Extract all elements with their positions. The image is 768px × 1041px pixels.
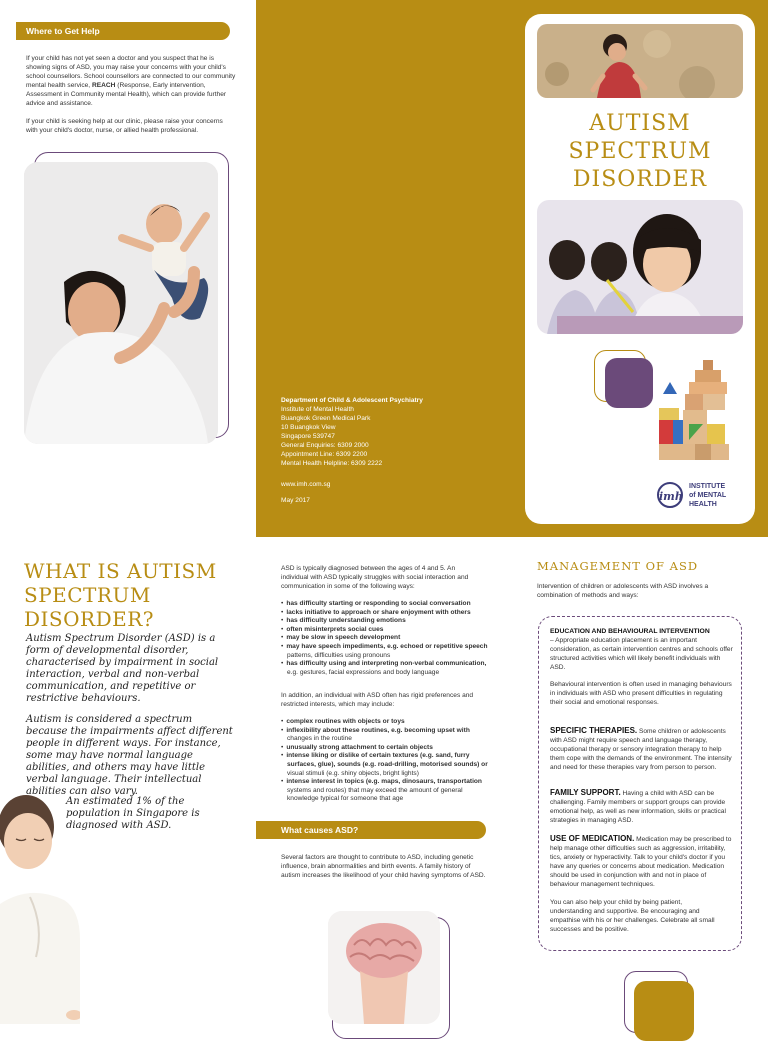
boy-meditating-photo	[0, 787, 80, 1024]
contact-line: Appointment Line: 6309 2200	[281, 451, 368, 458]
what-para-3: An estimated 1% of the population in Singapore is diagnosed with ASD.	[66, 796, 200, 831]
what-para-2: Autism is considered a spectrum because the impairments affect different people in different ways. For instance, some may have normal language abilities, and others may have little verbal language. Their intellectual abilities can also vary.	[26, 714, 233, 797]
diag-intro: ASD is typically diagnosed between the ages of 4 and 5. An individual with ASD typically struggles with social interaction and communication in some of the following ways:	[281, 565, 469, 590]
cover-title-line: AUTISM	[589, 111, 691, 136]
imh-logo	[655, 480, 755, 514]
mgmt-medication	[550, 834, 734, 889]
mgmt-title: MANAGEMENT OF ASD	[537, 559, 699, 573]
causes-bar	[256, 821, 486, 839]
contact-line: 10 Buangkok View	[281, 424, 336, 431]
edu-text: – Appropriate education placement is an important consideration, as certain intervention centres and schools offer structured activities which will likely benefit individuals with ASD.	[550, 637, 733, 671]
spec-head: SPECIFIC THERAPIES.	[550, 726, 638, 735]
diag-item: • has difficulty starting or responding to social conversation	[281, 600, 491, 609]
causes-bar-label: What causes ASD?	[281, 825, 359, 835]
diag-item: • has difficulty using and interpreting non-verbal communication, e.g. gestures, facial expressions and body language	[281, 660, 491, 677]
imh-logo-mark: imh	[657, 482, 683, 508]
diag-item: • has difficulty understanding emotions	[281, 617, 491, 626]
contact-line: General Enquiries: 6309 2000	[281, 442, 369, 449]
contact-date: May 2017	[281, 497, 310, 504]
help-paragraph-2: If your child is seeking help at our clinic, please raise your concerns with your child's doctor, nurse, or allied health professional.	[26, 118, 223, 134]
toy-blocks-photo	[659, 358, 739, 470]
what-title-line: WHAT IS AUTISM	[24, 559, 217, 583]
med-text: Medication may be prescribed to help manage other difficulties such as aggression, irritability, tics, anxiety or hyperactivity. Talk to your child's doctor if you have any queries or concerns about medication. Medication should be used in conjunction with and not in place of behaviour management techniques.	[550, 836, 732, 888]
imh-logo-text	[689, 482, 726, 509]
fam-text: Having a child with ASD can be challenging. Family members or support groups can provide emotional help, as well as new information, skills or practical strategies in managing ASD.	[550, 790, 726, 824]
help-bar-label: Where to Get Help	[26, 26, 100, 36]
purple-square	[605, 358, 653, 408]
mgmt-education	[550, 627, 734, 707]
help-panel	[0, 0, 256, 512]
fam-head: FAMILY SUPPORT.	[550, 788, 621, 797]
mgmt-family	[550, 788, 734, 825]
cover-title-line: DISORDER	[572, 167, 708, 192]
help-paragraph-1	[26, 54, 236, 108]
contact-line: Institute of Mental Health	[281, 406, 354, 413]
imh-logo-line: INSTITUTE	[689, 483, 726, 490]
cover-title-line: SPECTRUM	[568, 139, 712, 164]
contact-line: Buangkok Green Medical Park	[281, 415, 371, 422]
diag-item: • complex routines with objects or toys	[281, 718, 491, 727]
cover-title	[525, 110, 755, 194]
diag-item: • may have speech impediments, e.g. echoed or repetitive speech patterns, difficulties using pronouns	[281, 643, 491, 660]
what-title	[24, 559, 217, 631]
diag-item: • often misinterprets social cues	[281, 626, 491, 635]
diag-item: • intense interest in topics (e.g. maps, dinosaurs, transportation systems and routes) that may exceed the amount of general knowledge typical for someone that age	[281, 778, 491, 804]
contact-website[interactable]: www.imh.com.sg	[281, 481, 331, 488]
contact-lines	[281, 405, 481, 468]
mgmt-intro: Intervention of children or adolescents with ASD involves a combination of methods and ways:	[537, 583, 709, 599]
sandpit-photo	[537, 24, 743, 98]
imh-logo-line: of MENTAL	[689, 492, 727, 499]
contact-block	[281, 396, 481, 504]
bottom-gold-square	[634, 981, 694, 1041]
what-title-line: DISORDER?	[24, 607, 155, 631]
what-panel	[0, 537, 256, 1024]
mgmt-therapies	[550, 726, 734, 772]
contact-line: Singapore 539747	[281, 433, 335, 440]
beh-text: Behavioural intervention is often used in managing behaviours in individuals with ASD who present difficulties in regulating their social and emotional responses.	[550, 681, 732, 706]
management-panel	[512, 537, 768, 1024]
diag-list-2	[281, 718, 491, 804]
causes-text: Several factors are thought to contribute to ASD, including genetic influence, brain abnormalities and birth events. A family history of autism increases the likelihood of your child having symptoms of ASD.	[281, 854, 486, 879]
cover-card	[525, 14, 755, 524]
diag-list-1	[281, 600, 491, 677]
diag-item: • unusually strong attachment to certain objects	[281, 744, 491, 753]
diag-item: • may be slow in speech development	[281, 634, 491, 643]
mgmt-closing: You can also help your child by being patient, understanding and supportive. Be encouraging and empathise with his or her challenges. Celebrate all small successes and be positive.	[550, 899, 715, 933]
help-para1-text: If your child has not yet seen a doctor and you suspect that he is showing signs of ASD, you may raise your concerns with your child's school counsellors. School counsellors are connected to our community mental health service,	[26, 55, 236, 89]
edu-head: EDUCATION AND BEHAVIOURAL INTERVENTION	[550, 628, 710, 635]
what-title-line: SPECTRUM	[24, 583, 151, 607]
contact-dept: Department of Child & Adolescent Psychiatry	[281, 397, 423, 404]
med-head: USE OF MEDICATION.	[550, 834, 635, 843]
diag-item: • inflexibility about these routines, e.g. becoming upset with changes in the routine	[281, 727, 491, 744]
diag-item: • intense liking or dislike of certain textures (e.g. sand, furry surfaces, glue), sounds (e.g. road-drilling, motorised sounds) or visual stimuli (e.g. shiny objects, bright lights)	[281, 752, 491, 778]
contact-line: Mental Health Helpline: 6309 2222	[281, 460, 383, 467]
girl-drawing-photo	[537, 200, 743, 334]
spec-text: Some children or adolescents with ASD might require speech and language therapy, occupational therapy or sensory integration therapy to help them cope with the demands of the environment. The intensity and need for these therapies vary from person to person.	[550, 728, 732, 771]
diag-mid: In addition, an individual with ASD often has rigid preferences and restricted interests, which may include:	[281, 692, 474, 708]
brain-model-photo	[328, 911, 440, 1024]
reach-label: REACH	[91, 82, 116, 89]
diag-item: • lacks initiative to approach or share enjoyment with others	[281, 609, 491, 618]
what-para-1: Autism Spectrum Disorder (ASD) is a form of developmental disorder, characterised by impairment in social interaction, verbal and non-verbal communication, and repetitive or restrictive behaviours.	[26, 633, 219, 704]
family-photo	[24, 162, 218, 444]
help-bar	[16, 22, 230, 40]
help-para1-text-cont: (Response, Early intervention, Assessment in Community mental Health), which can provide further advice and assistance.	[26, 82, 227, 107]
imh-logo-line: HEALTH	[689, 501, 717, 508]
diagnosis-panel	[256, 537, 512, 1024]
